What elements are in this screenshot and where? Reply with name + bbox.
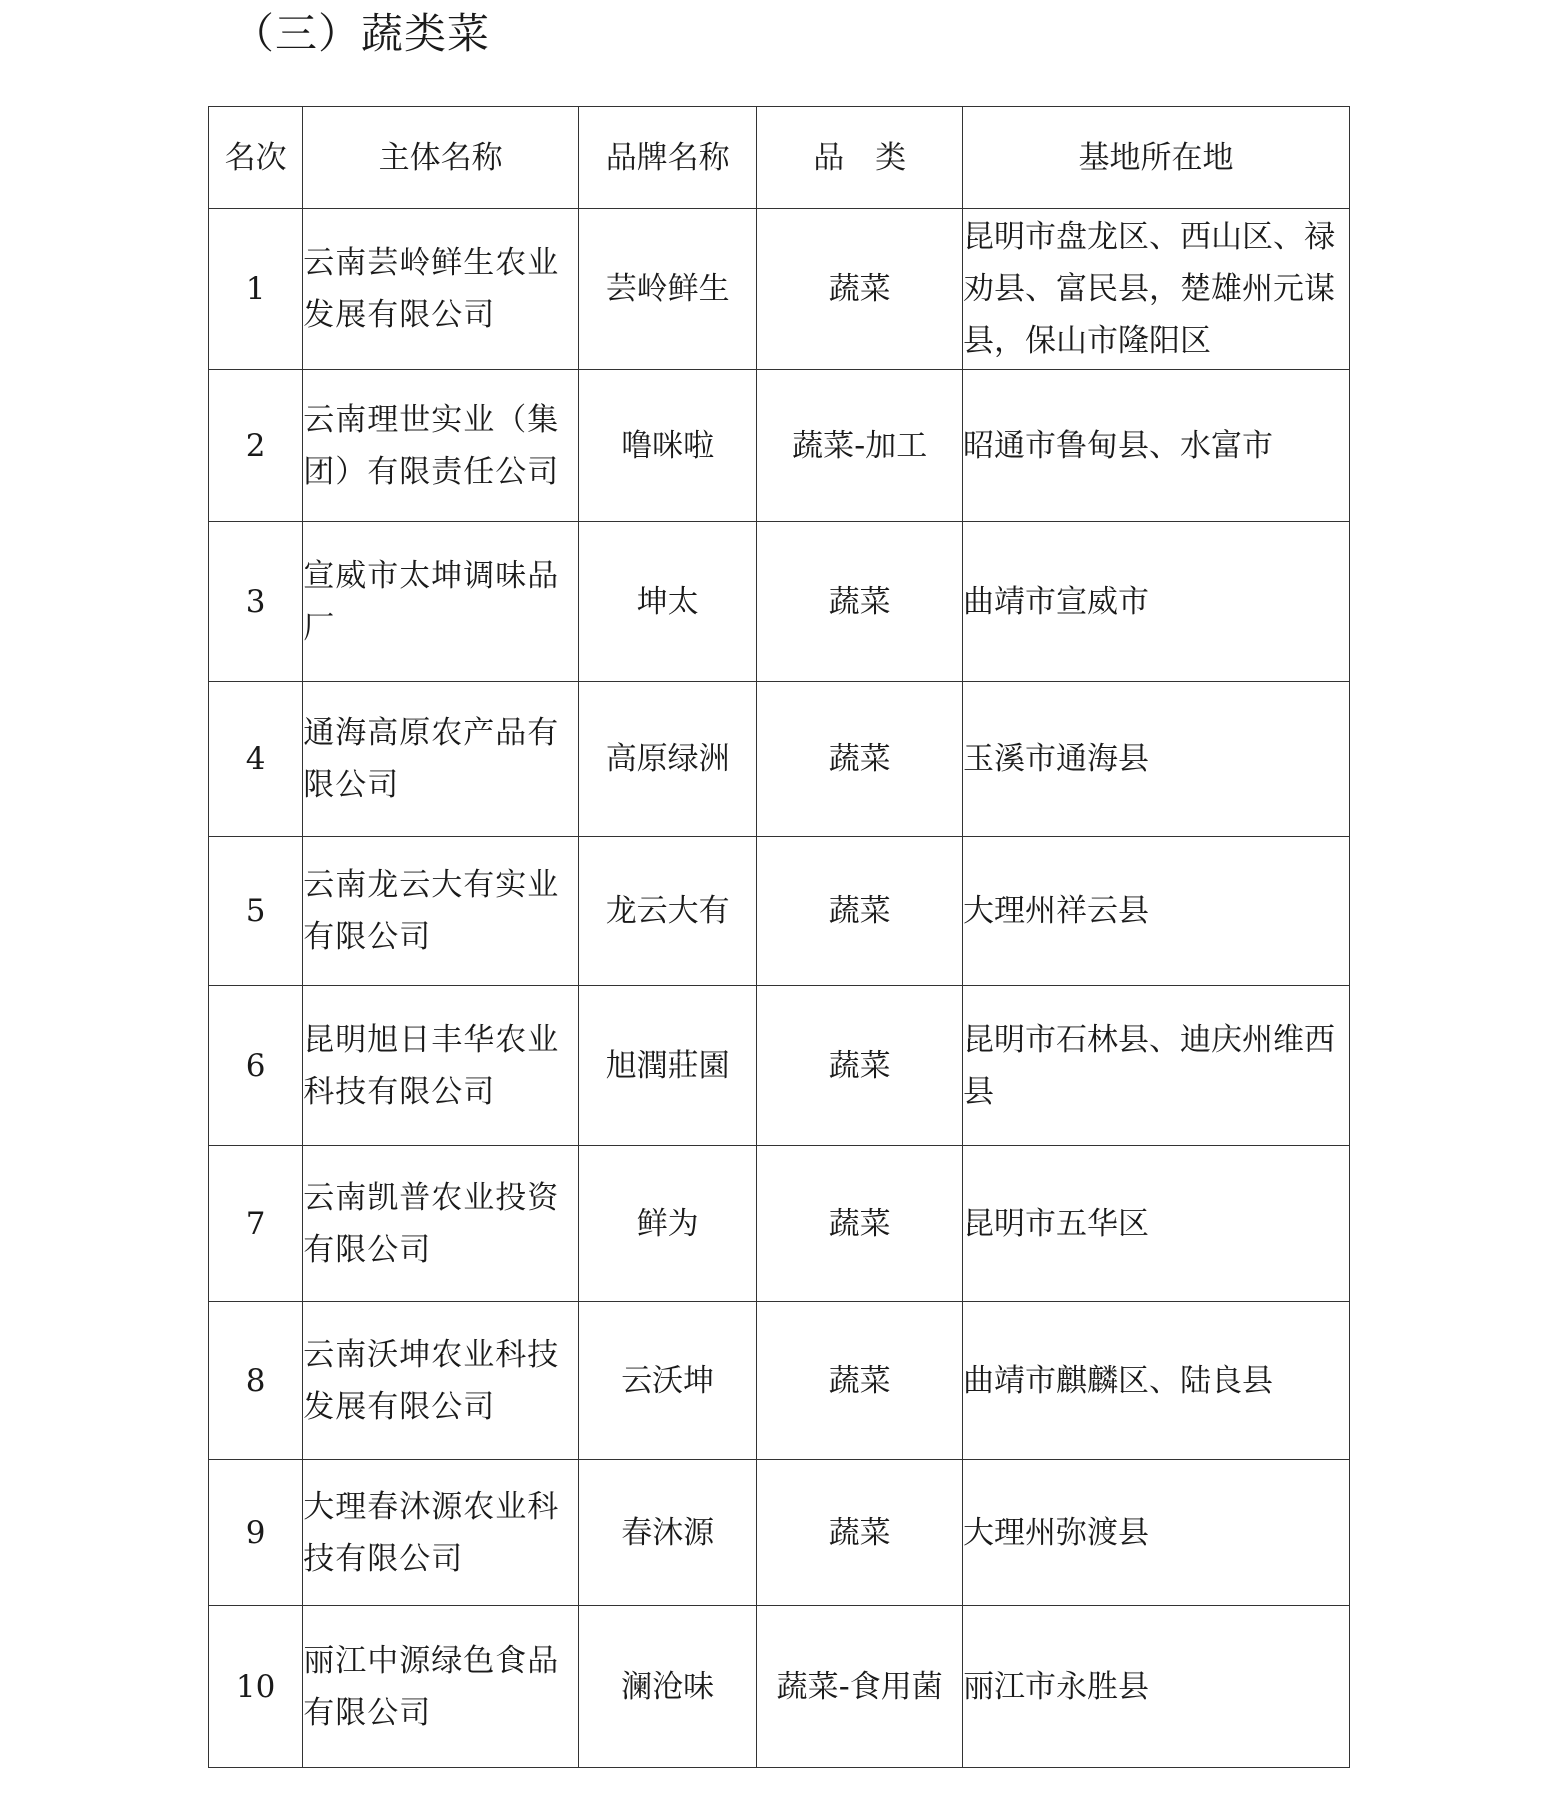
base-location-cell: 曲靖市麒麟区、陆良县 <box>962 1302 1349 1460</box>
brand-name-cell: 芸岭鲜生 <box>578 209 756 370</box>
rank-cell: 1 <box>209 209 303 370</box>
brand-name-cell: 云沃坤 <box>578 1302 756 1460</box>
rank-cell: 3 <box>209 522 303 682</box>
category-cell: 蔬菜 <box>757 1460 963 1606</box>
entity-name-cell: 云南凯普农业投资有限公司 <box>303 1146 579 1302</box>
rank-cell: 4 <box>209 682 303 837</box>
category-cell: 蔬菜 <box>757 837 963 986</box>
rank-cell: 8 <box>209 1302 303 1460</box>
table-row <box>209 1606 1350 1768</box>
rank-cell: 6 <box>209 986 303 1146</box>
category-cell: 蔬菜 <box>757 1146 963 1302</box>
category-cell: 蔬菜-食用菌 <box>757 1606 963 1768</box>
category-cell: 蔬菜 <box>757 1302 963 1460</box>
table-row <box>209 370 1350 522</box>
brand-name-cell: 鲜为 <box>578 1146 756 1302</box>
brand-name-cell: 春沐源 <box>578 1460 756 1606</box>
entity-name-cell: 大理春沐源农业科技有限公司 <box>303 1460 579 1606</box>
base-location-cell: 丽江市永胜县 <box>962 1606 1349 1768</box>
table-row <box>209 209 1350 370</box>
section-title: （三）蔬类菜 <box>232 9 491 58</box>
header-entity-name: 主体名称 <box>303 107 579 209</box>
category-cell: 蔬菜 <box>757 986 963 1146</box>
entity-name-cell: 云南理世实业（集团）有限责任公司 <box>303 370 579 522</box>
base-location-cell: 玉溪市通海县 <box>962 682 1349 837</box>
table-row <box>209 682 1350 837</box>
entity-name-cell: 云南龙云大有实业有限公司 <box>303 837 579 986</box>
category-cell: 蔬菜-加工 <box>757 370 963 522</box>
table-row <box>209 1302 1350 1460</box>
category-cell: 蔬菜 <box>757 209 963 370</box>
rank-cell: 7 <box>209 1146 303 1302</box>
header-brand-name: 品牌名称 <box>578 107 756 209</box>
header-base-location: 基地所在地 <box>962 107 1349 209</box>
table-row <box>209 1146 1350 1302</box>
entity-name-cell: 昆明旭日丰华农业科技有限公司 <box>303 986 579 1146</box>
brand-name-cell: 噜咪啦 <box>578 370 756 522</box>
entity-name-cell: 宣威市太坤调味品厂 <box>303 522 579 682</box>
rank-cell: 2 <box>209 370 303 522</box>
base-location-cell: 大理州祥云县 <box>962 837 1349 986</box>
entity-name-cell: 云南沃坤农业科技发展有限公司 <box>303 1302 579 1460</box>
rank-cell: 10 <box>209 1606 303 1768</box>
table-row <box>209 522 1350 682</box>
category-cell: 蔬菜 <box>757 682 963 837</box>
rank-cell: 9 <box>209 1460 303 1606</box>
brand-name-cell: 高原绿洲 <box>578 682 756 837</box>
header-rank: 名次 <box>209 107 303 209</box>
table-row <box>209 986 1350 1146</box>
table-header-row <box>209 107 1350 209</box>
brand-name-cell: 澜沧味 <box>578 1606 756 1768</box>
ranking-table <box>208 106 1350 1768</box>
base-location-cell: 大理州弥渡县 <box>962 1460 1349 1606</box>
entity-name-cell: 通海高原农产品有限公司 <box>303 682 579 837</box>
table-row <box>209 837 1350 986</box>
entity-name-cell: 云南芸岭鲜生农业发展有限公司 <box>303 209 579 370</box>
brand-name-cell: 坤太 <box>578 522 756 682</box>
base-location-cell: 昆明市五华区 <box>962 1146 1349 1302</box>
table-row <box>209 1460 1350 1606</box>
base-location-cell: 昭通市鲁甸县、水富市 <box>962 370 1349 522</box>
base-location-cell: 昆明市盘龙区、西山区、禄劝县、富民县，楚雄州元谋县，保山市隆阳区 <box>962 209 1349 370</box>
rank-cell: 5 <box>209 837 303 986</box>
entity-name-cell: 丽江中源绿色食品有限公司 <box>303 1606 579 1768</box>
brand-name-cell: 龙云大有 <box>578 837 756 986</box>
base-location-cell: 曲靖市宣威市 <box>962 522 1349 682</box>
category-cell: 蔬菜 <box>757 522 963 682</box>
header-category: 品 类 <box>757 107 963 209</box>
brand-name-cell: 旭潤莊園 <box>578 986 756 1146</box>
base-location-cell: 昆明市石林县、迪庆州维西县 <box>962 986 1349 1146</box>
